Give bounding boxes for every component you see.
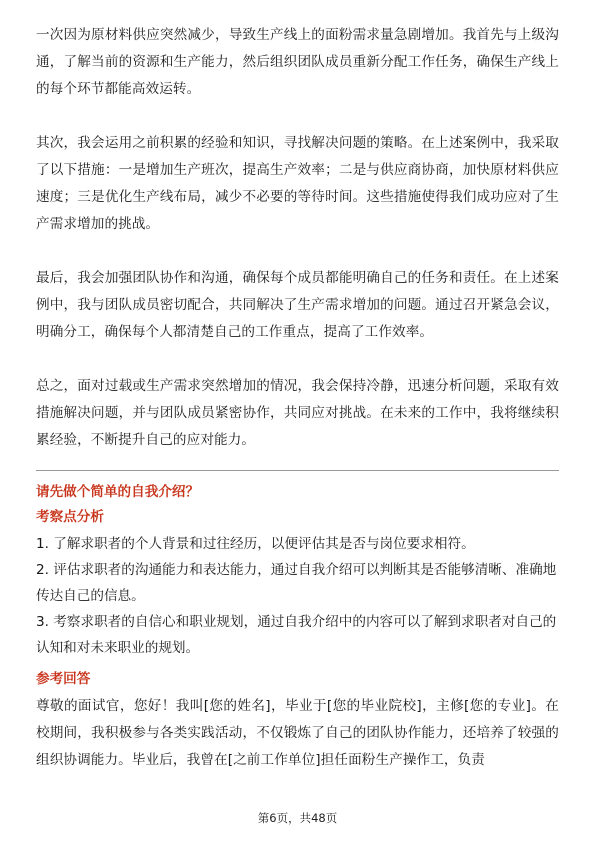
document-page bbox=[36, 22, 559, 774]
question-title: 请先做个简单的自我介绍？ bbox=[36, 484, 200, 500]
page-number-footer: 第6页，共48页 bbox=[257, 811, 338, 825]
analysis-item-2: 2. 评估求职者的沟通能力和表达能力，通过自我介绍可以判断其是否能够清晰、准确地传达自己的信息。 bbox=[36, 562, 557, 604]
body-paragraph-3: 最后，我会加强团队协作和沟通，确保每个成员都能明确自己的任务和责任。在上述案例中，我与团队成员密切配合，共同解决了生产需求增加的问题。通过召开紧急会议，明确分工，确保每个人都清楚自己的工作重点，提高了工作效率。 bbox=[36, 270, 559, 340]
body-paragraph-1: 一次因为原材料供应突然减少，导致生产线上的面粉需求量急剧增加。我首先与上级沟通，了解当前的资源和生产能力，然后组织团队成员重新分配工作任务，确保生产线上的每个环节都能高效运转。 bbox=[36, 27, 559, 97]
answer-paragraph: 尊敬的面试官，您好！我叫[您的姓名]，毕业于[您的毕业院校]，主修[您的专业]。在校期间，我积极参与各类实践活动，不仅锻炼了自己的团队协作能力，还培养了较强的组织协调能力。毕业后，我曾在[之前工作单位]担任面粉生产操作工，负责 bbox=[36, 698, 559, 768]
paragraph-gap bbox=[36, 103, 559, 130]
body-paragraph-2: 其次，我会运用之前积累的经验和知识，寻找解决问题的策略。在上述案例中，我采取了以下措施：一是增加生产班次，提高生产效率；二是与供应商协商，加快原材料供应速度；三是优化生产线布局，减少不必要的等待时间。这些措施使得我们成功应对了生产需求增加的挑战。 bbox=[36, 135, 559, 232]
section-divider bbox=[36, 470, 559, 471]
paragraph-gap bbox=[36, 346, 559, 373]
body-paragraph-4: 总之，面对过载或生产需求突然增加的情况，我会保持冷静，迅速分析问题，采取有效措施解决问题，并与团队成员紧密协作，共同应对挑战。在未来的工作中，我将继续积累经验，不断提升自己的应对能力。 bbox=[36, 378, 559, 448]
analysis-item-3: 3. 考察求职者的自信心和职业规划，通过自我介绍中的内容可以了解到求职者对自己的认知和对未来职业的规划。 bbox=[36, 614, 557, 656]
analysis-title: 考察点分析 bbox=[36, 509, 104, 525]
analysis-item-1: 1. 了解求职者的个人背景和过往经历，以便评估其是否与岗位要求相符。 bbox=[36, 536, 475, 552]
answer-title: 参考回答 bbox=[36, 671, 91, 687]
paragraph-gap bbox=[36, 238, 559, 265]
